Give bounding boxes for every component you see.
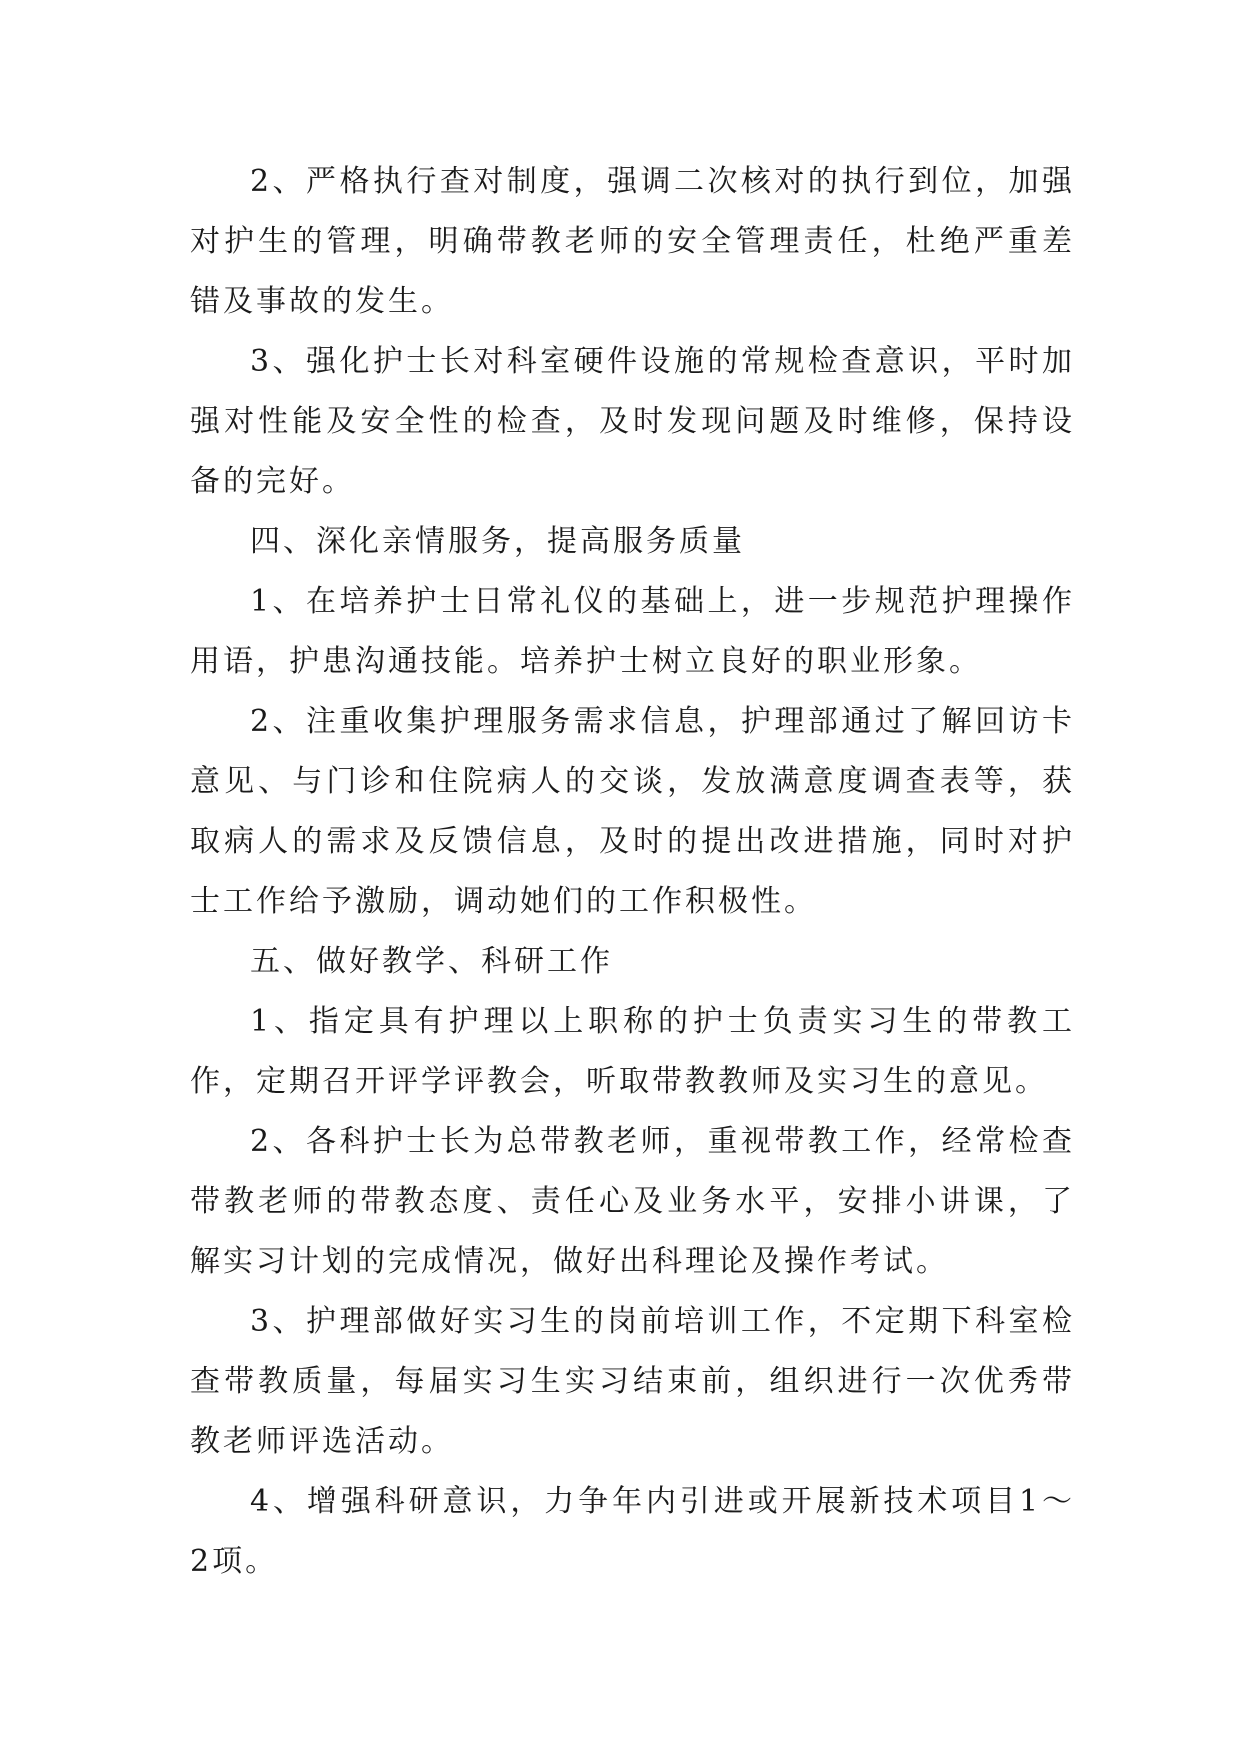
paragraph-feedback: 2、注重收集护理服务需求信息，护理部通过了解回访卡意见、与门诊和住院病人的交谈，发放满意度调查表等，获取病人的需求及反馈信息，及时的提出改进措施，同时对护士工作给予激励，调动她们的工作积极性。 xyxy=(190,704,1075,919)
paragraph-etiquette: 1、在培养护士日常礼仪的基础上，进一步规范护理操作用语，护患沟通技能。培养护士树立良好的职业形象。 xyxy=(190,584,1075,679)
paragraph-hardware-inspection: 3、强化护士长对科室硬件设施的常规检查意识，平时加强对性能及安全性的检查，及时发现问题及时维修，保持设备的完好。 xyxy=(190,344,1075,499)
paragraph-research: 4、增强科研意识，力争年内引进或开展新技术项目1～2项。 xyxy=(190,1484,1075,1579)
document-body xyxy=(190,152,1075,1592)
paragraph-head-nurse-tutors: 2、各科护士长为总带教老师，重视带教工作，经常检查带教老师的带教态度、责任心及业务水平，安排小讲课，了解实习计划的完成情况，做好出科理论及操作考试。 xyxy=(190,1124,1075,1279)
section-heading-service: 四、深化亲情服务，提高服务质量 xyxy=(250,524,745,559)
paragraph-checking-system: 2、严格执行查对制度，强调二次核对的执行到位，加强对护生的管理，明确带教老师的安全管理责任，杜绝严重差错及事故的发生。 xyxy=(190,164,1075,319)
paragraph-designated-tutors: 1、指定具有护理以上职称的护士负责实习生的带教工作，定期召开评学评教会，听取带教教师及实习生的意见。 xyxy=(190,1004,1075,1099)
paragraph-pre-job-training: 3、护理部做好实习生的岗前培训工作，不定期下科室检查带教质量，每届实习生实习结束前，组织进行一次优秀带教老师评选活动。 xyxy=(190,1304,1075,1459)
section-heading-teaching: 五、做好教学、科研工作 xyxy=(250,944,613,979)
